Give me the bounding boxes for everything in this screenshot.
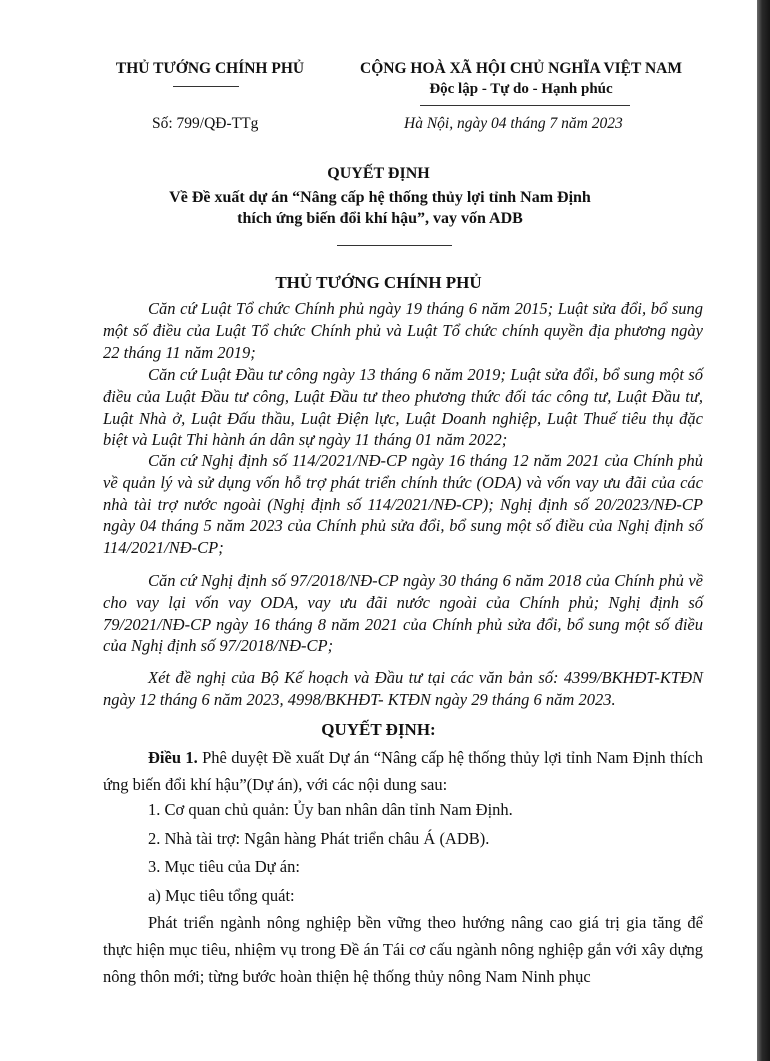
- article-1-label: Điều 1.: [148, 748, 198, 767]
- title-divider: [337, 245, 452, 246]
- legal-basis-3: Căn cứ Nghị định số 114/2021/NĐ-CP ngày 16 tháng 12 năm 2021 của Chính phủ về quản lý và sử dụng vốn hỗ trợ phát triển chính thức (ODA) và vốn vay ưu đãi của các nhà tài trợ nước ngoài (Nghị định số 114/2021/NĐ-CP); Nghị định số 20/2023/NĐ-CP ngày 04 tháng 5 năm 2023 của Chính phủ sửa đổi, bổ sung một số điều của Nghị định số 114/2021/NĐ-CP;: [103, 451, 703, 558]
- legal-basis-4: Căn cứ Nghị định số 97/2018/NĐ-CP ngày 30 tháng 6 năm 2018 của Chính phủ về cho vay lại vốn vay ODA, vay ưu đãi nước ngoài của Chính phủ; Nghị định số 79/2021/NĐ-CP ngày 16 tháng 8 năm 2021 của Chính phủ sửa đổi, bổ sung một số điều của Nghị định số 97/2018/NĐ-CP;: [103, 571, 703, 656]
- decision-title: QUYẾT ĐỊNH: [327, 165, 430, 182]
- article-1-text: Phê duyệt Đề xuất Dự án “Nâng cấp hệ thống thủy lợi tỉnh Nam Định thích ứng biến đổi khí hậu”(Dự án), với các nội dung sau:: [103, 748, 703, 794]
- subject-line-2: thích ứng biến đổi khí hậu”, vay vốn ADB: [237, 210, 523, 227]
- national-motto: Độc lập - Tự do - Hạnh phúc: [429, 81, 613, 97]
- article-1: [103, 744, 703, 798]
- legal-basis-1: Căn cứ Luật Tổ chức Chính phủ ngày 19 tháng 6 năm 2015; Luật sửa đổi, bổ sung một số điều của Luật Tổ chức Chính phủ và Luật Tổ chức chính quyền địa phương ngày 22 tháng 11 năm 2019;: [103, 299, 703, 362]
- item-general-objective: a) Mục tiêu tổng quát:: [148, 886, 295, 905]
- national-header: [336, 60, 706, 98]
- national-name: CỘNG HOÀ XÃ HỘI CHỦ NGHĨA VIỆT NAM: [360, 60, 682, 77]
- item-objectives: 3. Mục tiêu của Dự án:: [148, 857, 300, 876]
- issuer-underline: [173, 86, 239, 87]
- authority-heading: THỦ TƯỚNG CHÍNH PHỦ: [275, 273, 482, 292]
- page-edge-shadow: [757, 0, 770, 1061]
- document-number: Số: 799/QĐ-TTg: [152, 115, 259, 132]
- item-donor: 2. Nhà tài trợ: Ngân hàng Phát triển châu Á (ADB).: [148, 829, 490, 848]
- legal-basis-2: Căn cứ Luật Đầu tư công ngày 13 tháng 6 năm 2019; Luật sửa đổi, bổ sung một số điều của Luật Đầu tư công, Luật Đầu tư theo phương thức đối tác công tư, Luật Đầu tư, Luật Nhà ở, Luật Đấu thầu, Luật Điện lực, Luật Doanh nghiệp, Luật Thuế tiêu thụ đặc biệt và Luật Thi hành án dân sự ngày 11 tháng 01 năm 2022;: [103, 365, 703, 450]
- document-date: Hà Nội, ngày 04 tháng 7 năm 2023: [404, 115, 623, 132]
- issuing-authority-label: THỦ TƯỚNG CHÍNH PHỦ: [115, 60, 305, 77]
- item-owner: 1. Cơ quan chủ quản: Ủy ban nhân dân tỉnh Nam Định.: [148, 800, 513, 819]
- subject-line-1: Về Đề xuất dự án “Nâng cấp hệ thống thủy lợi tỉnh Nam Định: [169, 189, 591, 206]
- decides-heading: QUYẾT ĐỊNH:: [321, 720, 436, 739]
- motto-underline: [420, 105, 630, 106]
- decision-subject: [130, 187, 630, 229]
- proposal-basis: Xét đề nghị của Bộ Kế hoạch và Đầu tư tại các văn bản số: 4399/BKHĐT-KTĐN ngày 12 tháng 6 năm 2023, 4998/BKHĐT- KTĐN ngày 29 tháng 6 năm 2023.: [103, 668, 703, 709]
- body-paragraph: Phát triển ngành nông nghiệp bền vững theo hướng nâng cao giá trị gia tăng để thực hiện mục tiêu, nhiệm vụ trong Đề án Tái cơ cấu ngành nông nghiệp gắn với xây dựng nông thôn mới; từng bước hoàn thiện hệ thống thủy nông Nam Ninh phục: [103, 913, 703, 986]
- issuing-authority: [105, 60, 315, 78]
